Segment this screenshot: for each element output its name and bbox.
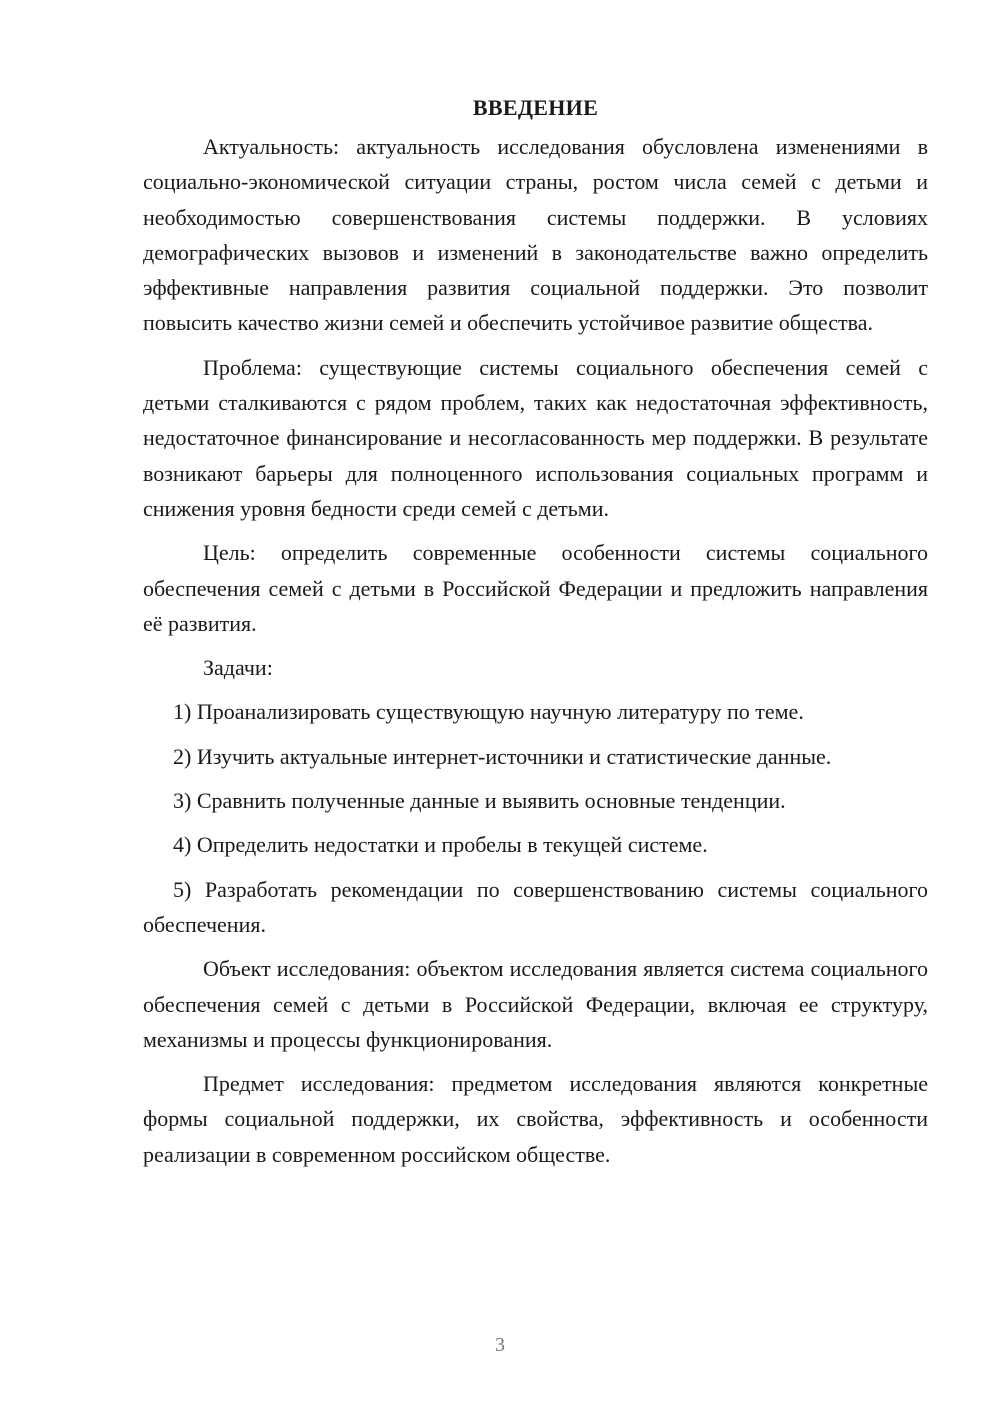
tasks-label: Задачи:: [203, 655, 273, 681]
page-number: 3: [495, 1334, 505, 1356]
task-item: 3) Сравнить полученные данные и выявить основные тенденции.: [173, 788, 786, 814]
paragraph-relevance: Актуальность: актуальность исследования обусловлена изменениями в социально-экономической ситуации страны, ростом числа семей с детьми и необходимостью совершенствования системы поддержки. В условиях демографических вызовов и изменений в законодательстве важно определить эффективные направления развития социальной поддержки. Это позволит повысить качество жизни семей и обеспечить устойчивое развитие общества.: [143, 134, 928, 336]
task-item: 1) Проанализировать существующую научную литературу по теме.: [173, 699, 804, 725]
task-list: [143, 694, 928, 942]
paragraph-subject: Предмет исследования: предметом исследования являются конкретные формы социальной поддержки, их свойства, эффективность и особенности реализации в современном российском обществе.: [143, 1071, 928, 1167]
task-item: 2) Изучить актуальные интернет-источники и статистические данные.: [173, 743, 832, 769]
task-item: 5) Разработать рекомендации по совершенствованию системы социального обеспечения.: [143, 876, 928, 937]
document-page: [143, 93, 928, 1181]
section-title: ВВЕДЕНИЕ: [472, 95, 599, 120]
task-item: 4) Определить недостатки и пробелы в текущей системе.: [173, 832, 708, 858]
paragraph-goal: Цель: определить современные особенности системы социального обеспечения семей с детьми в Российской Федерации и предложить направления её развития.: [143, 540, 928, 636]
paragraph-problem: Проблема: существующие системы социального обеспечения семей с детьми сталкиваются с рядом проблем, таких как недостаточная эффективность, недостаточное финансирование и несогласованность мер поддержки. В результате возникают барьеры для полноценного использования социальных программ и снижения уровня бедности среди семей с детьми.: [143, 354, 928, 521]
paragraph-object: Объект исследования: объектом исследования является система социального обеспечения семей с детьми в Российской Федерации, включая ее структуру, механизмы и процессы функционирования.: [143, 956, 928, 1052]
